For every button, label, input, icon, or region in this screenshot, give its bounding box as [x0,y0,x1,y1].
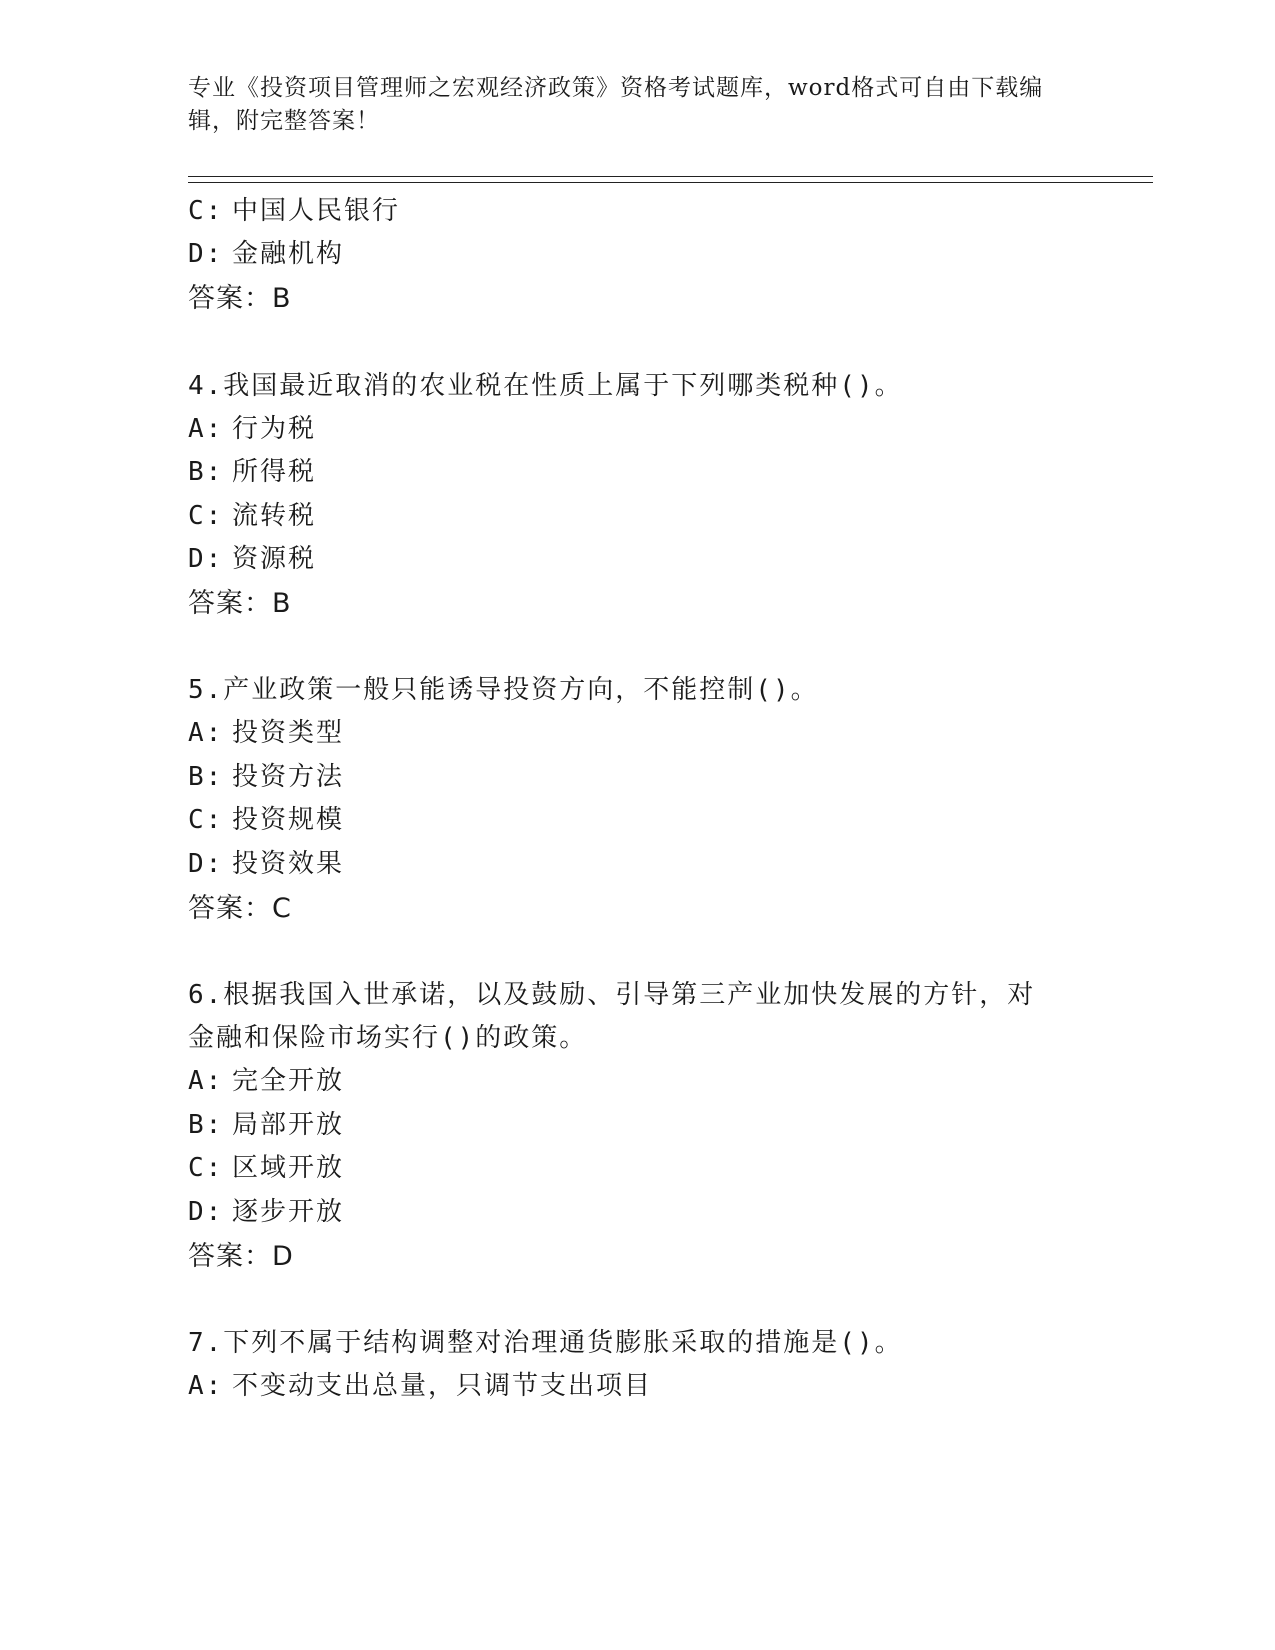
q3-option-c [188,190,400,227]
option-letter: D: [188,849,224,879]
q4-option-c [188,495,316,532]
option-text: 金融机构 [232,239,345,269]
q6-stem-line-2: 金融和保险市场实行()的政策。 [188,1023,588,1053]
q4-option-b [188,451,316,488]
option-text: 局部开放 [232,1110,345,1140]
q4-option-d [188,538,316,575]
q5-stem: 5.产业政策一般只能诱导投资方向，不能控制()。 [188,675,819,705]
q5-option-b [188,756,344,793]
option-letter: A: [188,718,224,748]
option-text: 所得税 [232,457,317,487]
q6-option-c [188,1147,344,1184]
option-letter: C: [188,196,224,226]
q6-stem-line-1: 6.根据我国入世承诺，以及鼓励、引导第三产业加快发展的方针，对 [188,980,1036,1010]
option-text: 中国人民银行 [232,196,401,226]
q4-option-a [188,408,316,445]
q6-answer: 答案：D [188,1241,294,1272]
header-line-1: 专业《投资项目管理师之宏观经济政策》资格考试题库，word格式可自由下载编 [188,75,1044,101]
q5-answer: 答案：C [188,893,292,924]
option-text: 完全开放 [232,1066,345,1096]
option-letter: C: [188,1153,224,1183]
option-text: 投资方法 [232,762,345,792]
option-letter: A: [188,414,224,444]
q6-option-b [188,1104,344,1141]
document-header [188,72,1068,138]
option-letter: C: [188,501,224,531]
option-text: 区域开放 [232,1153,345,1183]
option-text: 行为税 [232,414,317,444]
q3-answer: 答案：B [188,283,292,314]
option-text: 投资类型 [232,718,345,748]
option-letter: C: [188,805,224,835]
option-text: 资源税 [232,544,317,574]
q6-option-d [188,1191,344,1228]
option-letter: A: [188,1066,224,1096]
option-text: 投资规模 [232,805,345,835]
option-text: 逐步开放 [232,1197,345,1227]
q3-option-d [188,233,344,270]
option-letter: D: [188,544,224,574]
option-text: 投资效果 [232,849,345,879]
option-letter: D: [188,239,224,269]
option-letter: A: [188,1371,224,1401]
q7-option-a [188,1365,652,1402]
option-text: 流转税 [232,501,317,531]
q6-option-a [188,1060,344,1097]
option-letter: B: [188,457,224,487]
q5-option-a [188,712,344,749]
q7-stem: 7.下列不属于结构调整对治理通货膨胀采取的措施是()。 [188,1328,903,1358]
q5-option-c [188,799,344,836]
q5-option-d [188,843,344,880]
q4-stem: 4.我国最近取消的农业税在性质上属于下列哪类税种()。 [188,371,903,401]
option-text: 不变动支出总量，只调节支出项目 [232,1371,653,1401]
option-letter: B: [188,762,224,792]
option-letter: D: [188,1197,224,1227]
option-letter: B: [188,1110,224,1140]
header-divider-top [188,176,1153,177]
header-divider-bottom [188,182,1153,183]
header-line-2: 辑，附完整答案！ [188,108,380,134]
q4-answer: 答案：B [188,588,292,619]
